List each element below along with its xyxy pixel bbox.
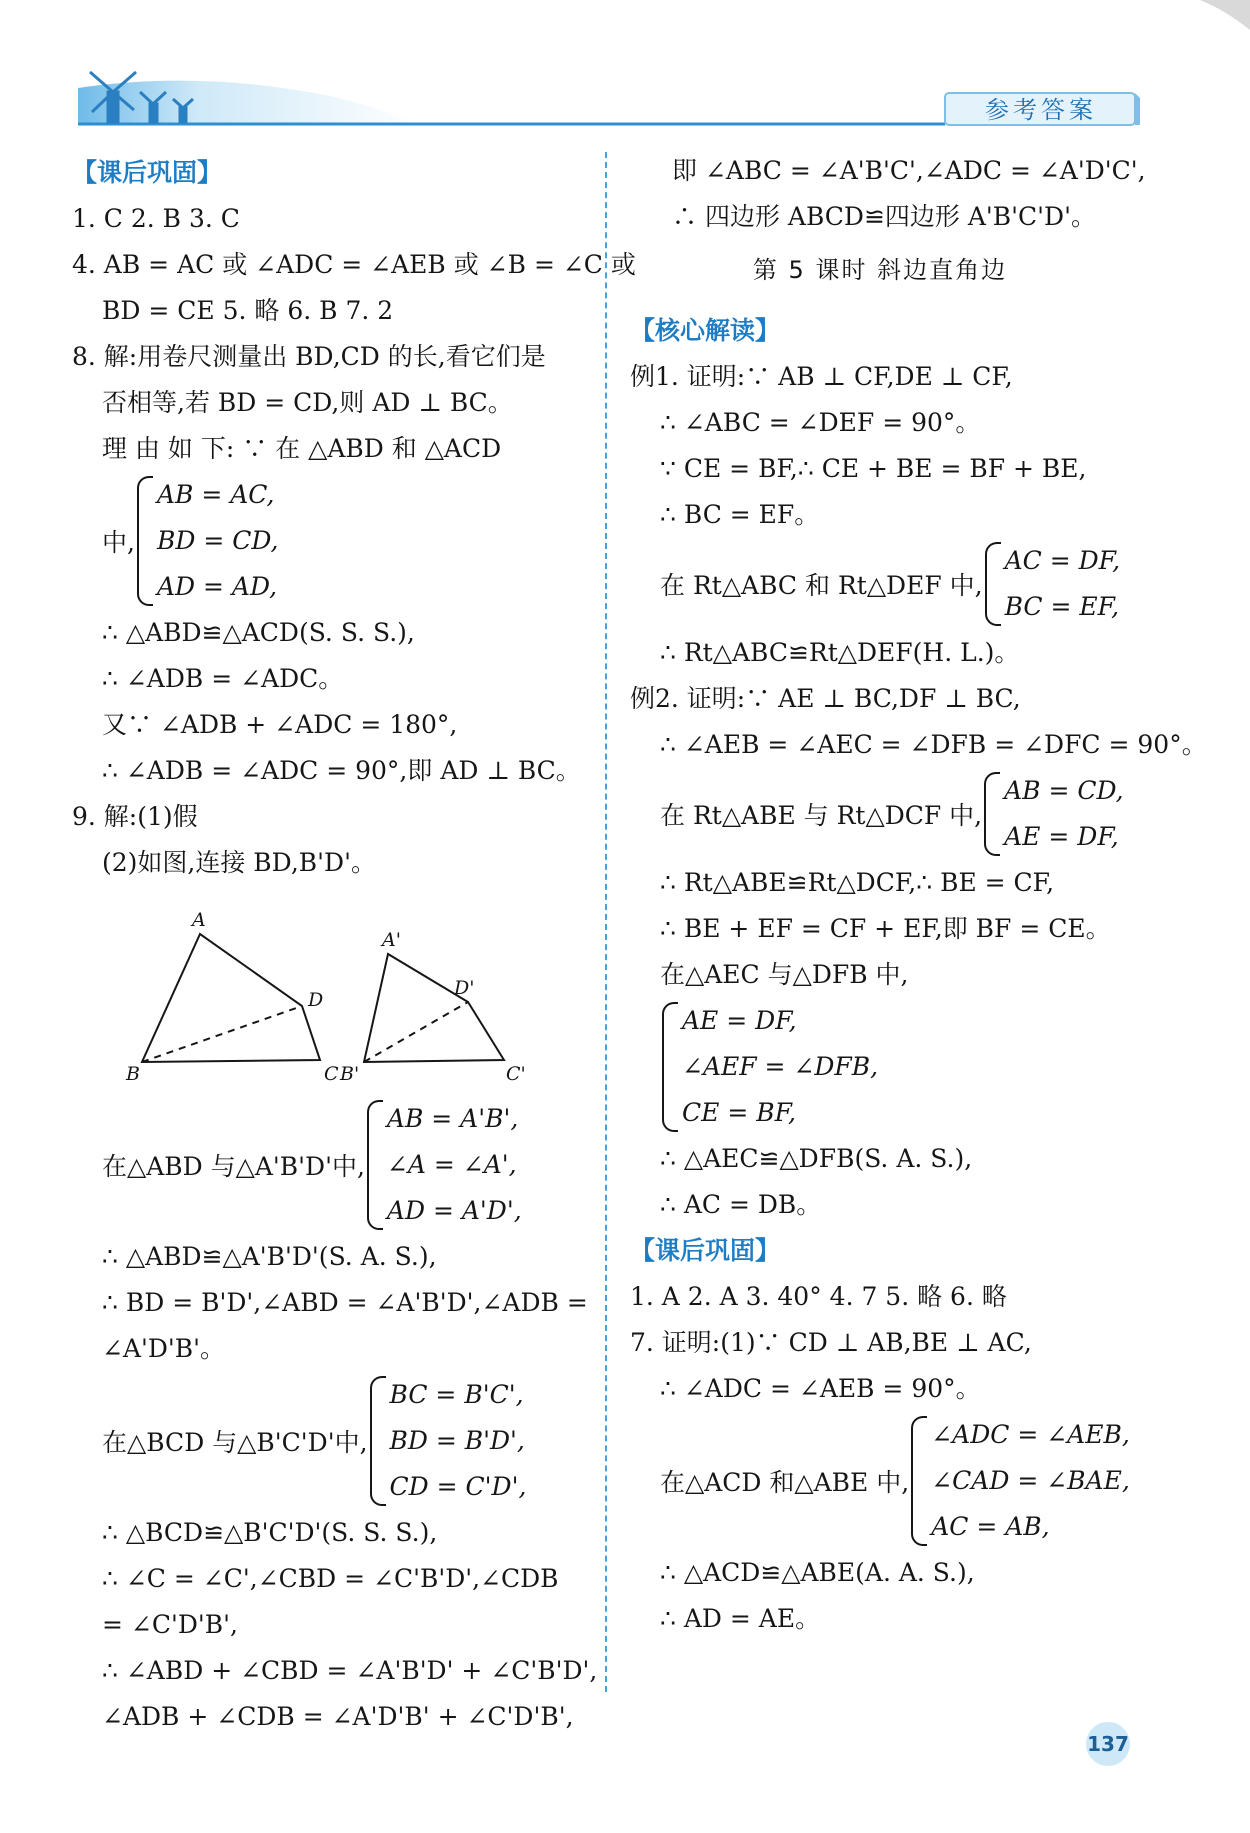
answer-line: ∴ △ABD≌△A'B'D'(S. A. S.), xyxy=(102,1242,437,1271)
vertex-label: A' xyxy=(382,929,401,951)
header-label: 参考答案 xyxy=(985,96,1097,124)
equation-system xyxy=(630,538,1130,630)
system-line: ∠A = ∠A', xyxy=(386,1150,517,1179)
system-line: AC = AB, xyxy=(931,1512,1050,1541)
equation-system xyxy=(72,1096,592,1234)
answer-line: ∴ ∠ABC = ∠DEF = 90°。 xyxy=(660,408,981,437)
answer-line: 理 由 如 下: ∵ 在 △ABD 和 △ACD xyxy=(102,434,502,463)
system-line: BD = CD, xyxy=(156,526,279,555)
lesson-title: 第 5 课时 斜边直角边 xyxy=(752,256,1008,284)
system-line: ∠AEF = ∠DFB, xyxy=(682,1052,879,1081)
section-title: 【课后巩固】 xyxy=(72,158,223,187)
vertex-label: C xyxy=(324,1063,339,1085)
answer-line: 例2. 证明:∵ AE ⊥ BC,DF ⊥ BC, xyxy=(630,684,1021,713)
answer-line: 即 ∠ABC = ∠A'B'C',∠ADC = ∠A'D'C', xyxy=(672,156,1146,185)
brace xyxy=(984,772,1000,856)
brace xyxy=(662,1002,678,1132)
page-number: 137 xyxy=(1086,1722,1130,1766)
vertex-label: A xyxy=(192,909,206,931)
column-divider xyxy=(605,152,607,1692)
answer-line: ∠A'D'B'。 xyxy=(102,1334,226,1363)
answer-line: ∴ ∠AEB = ∠AEC = ∠DFB = ∠DFC = 90°。 xyxy=(660,730,1207,759)
answer-line: BD = CE 5. 略 6. B 7. 2 xyxy=(102,296,394,325)
system-line: CD = C'D', xyxy=(389,1472,527,1501)
answer-line: 又∵ ∠ADB + ∠ADC = 180°, xyxy=(102,710,458,739)
vertex-label: B' xyxy=(340,1063,360,1085)
system-line: AE = DF, xyxy=(682,1006,797,1035)
vertex-label: D' xyxy=(454,977,475,999)
equation-system xyxy=(630,768,1130,860)
answer-line: ∴ ∠C = ∠C',∠CBD = ∠C'B'D',∠CDB xyxy=(102,1564,559,1593)
brace xyxy=(137,476,153,606)
system-prefix: 在△ABD 与△A'B'D'中, xyxy=(102,1152,365,1181)
equation-system xyxy=(72,472,592,610)
answer-line: 1. C 2. B 3. C xyxy=(72,204,240,233)
system-prefix: 在 Rt△ABE 与 Rt△DCF 中, xyxy=(660,801,983,830)
answer-line: 在△AEC 与△DFB 中, xyxy=(660,960,909,989)
answer-line: ∴ ∠ABD + ∠CBD = ∠A'B'D' + ∠C'B'D', xyxy=(102,1656,598,1685)
system-line: BC = EF, xyxy=(1004,592,1120,621)
brace xyxy=(985,542,1001,626)
answer-line: ∵ CE = BF,∴ CE + BE = BF + BE, xyxy=(660,454,1087,483)
brace xyxy=(367,1100,383,1230)
right-column xyxy=(630,148,1207,1642)
answer-line: (2)如图,连接 BD,B'D'。 xyxy=(102,848,376,877)
answer-line: 9. 解:(1)假 xyxy=(72,802,198,831)
vertex-label: D xyxy=(308,989,324,1011)
answer-line: 否相等,若 BD = CD,则 AD ⊥ BC。 xyxy=(102,388,513,417)
system-line: AE = DF, xyxy=(1004,822,1119,851)
page-header xyxy=(0,0,1250,140)
system-line: AB = CD, xyxy=(1004,776,1124,805)
answer-line: 例1. 证明:∵ AB ⊥ CF,DE ⊥ CF, xyxy=(630,362,1013,391)
section-title: 【课后巩固】 xyxy=(630,1236,781,1265)
vertex-label: B xyxy=(126,1063,140,1085)
answer-line: ∴ 四边形 ABCD≌四边形 A'B'C'D'。 xyxy=(672,202,1096,231)
answer-line: 4. AB = AC 或 ∠ADC = ∠AEB 或 ∠B = ∠C 或 xyxy=(72,250,636,279)
answer-line: ∴ AC = DB。 xyxy=(660,1190,822,1219)
answer-line: ∴ △BCD≌△B'C'D'(S. S. S.), xyxy=(102,1518,438,1547)
system-line: AB = AC, xyxy=(156,480,275,509)
section-title: 【核心解读】 xyxy=(630,316,781,345)
system-line: ∠CAD = ∠BAE, xyxy=(931,1466,1130,1495)
figure-svg xyxy=(126,886,552,1096)
answer-line: = ∠C'D'B', xyxy=(102,1610,238,1639)
answer-line: ∴ ∠ADB = ∠ADC。 xyxy=(102,664,344,693)
answer-line: 8. 解:用卷尺测量出 BD,CD 的长,看它们是 xyxy=(72,342,546,371)
equation-system xyxy=(630,1412,1130,1550)
brace xyxy=(370,1376,386,1506)
answer-line: ∴ △ACD≌△ABE(A. A. S.), xyxy=(660,1558,975,1587)
left-column xyxy=(72,150,636,1740)
system-line: AB = A'B', xyxy=(386,1104,519,1133)
equation-system xyxy=(72,1372,592,1510)
system-prefix: 在△BCD 与△B'C'D'中, xyxy=(102,1428,368,1457)
answer-line: ∴ Rt△ABC≌Rt△DEF(H. L.)。 xyxy=(660,638,1020,667)
answer-line: ∴ BD = B'D',∠ABD = ∠A'B'D',∠ADB = xyxy=(102,1288,588,1317)
system-prefix: 中, xyxy=(102,528,135,557)
equation-system xyxy=(630,998,1130,1136)
system-line: AC = DF, xyxy=(1004,546,1121,575)
answer-line: ∴ AD = AE。 xyxy=(660,1604,821,1633)
vertex-label: C' xyxy=(506,1063,526,1085)
answer-line: ∴ BC = EF。 xyxy=(660,500,820,529)
system-line: AD = A'D', xyxy=(386,1196,522,1225)
answer-line: ∴ Rt△ABE≌Rt△DCF,∴ BE = CF, xyxy=(660,868,1055,897)
answer-line: 7. 证明:(1)∵ CD ⊥ AB,BE ⊥ AC, xyxy=(630,1328,1032,1357)
answer-line: ∴ BE + EF = CF + EF,即 BF = CE。 xyxy=(660,914,1111,943)
system-line: AD = AD, xyxy=(156,572,278,601)
quadrilateral-figure xyxy=(72,886,592,1096)
answer-line: ∠ADB + ∠CDB = ∠A'D'B' + ∠C'D'B', xyxy=(102,1702,574,1731)
system-line: CE = BF, xyxy=(682,1098,796,1127)
system-line: BD = B'D', xyxy=(389,1426,525,1455)
answer-line: ∴ ∠ADC = ∠AEB = 90°。 xyxy=(660,1374,981,1403)
answer-line: 1. A 2. A 3. 40° 4. 7 5. 略 6. 略 xyxy=(630,1282,1007,1311)
brace xyxy=(911,1416,927,1546)
system-prefix: 在△ACD 和△ABE 中, xyxy=(660,1468,910,1497)
system-line: ∠ADC = ∠AEB, xyxy=(931,1420,1130,1449)
answer-line: ∴ △ABD≌△ACD(S. S. S.), xyxy=(102,618,415,647)
answer-line: ∴ ∠ADB = ∠ADC = 90°,即 AD ⊥ BC。 xyxy=(102,756,581,785)
system-line: BC = B'C', xyxy=(389,1380,524,1409)
answer-line: ∴ △AEC≌△DFB(S. A. S.), xyxy=(660,1144,973,1173)
system-prefix: 在 Rt△ABC 和 Rt△DEF 中, xyxy=(660,571,983,600)
